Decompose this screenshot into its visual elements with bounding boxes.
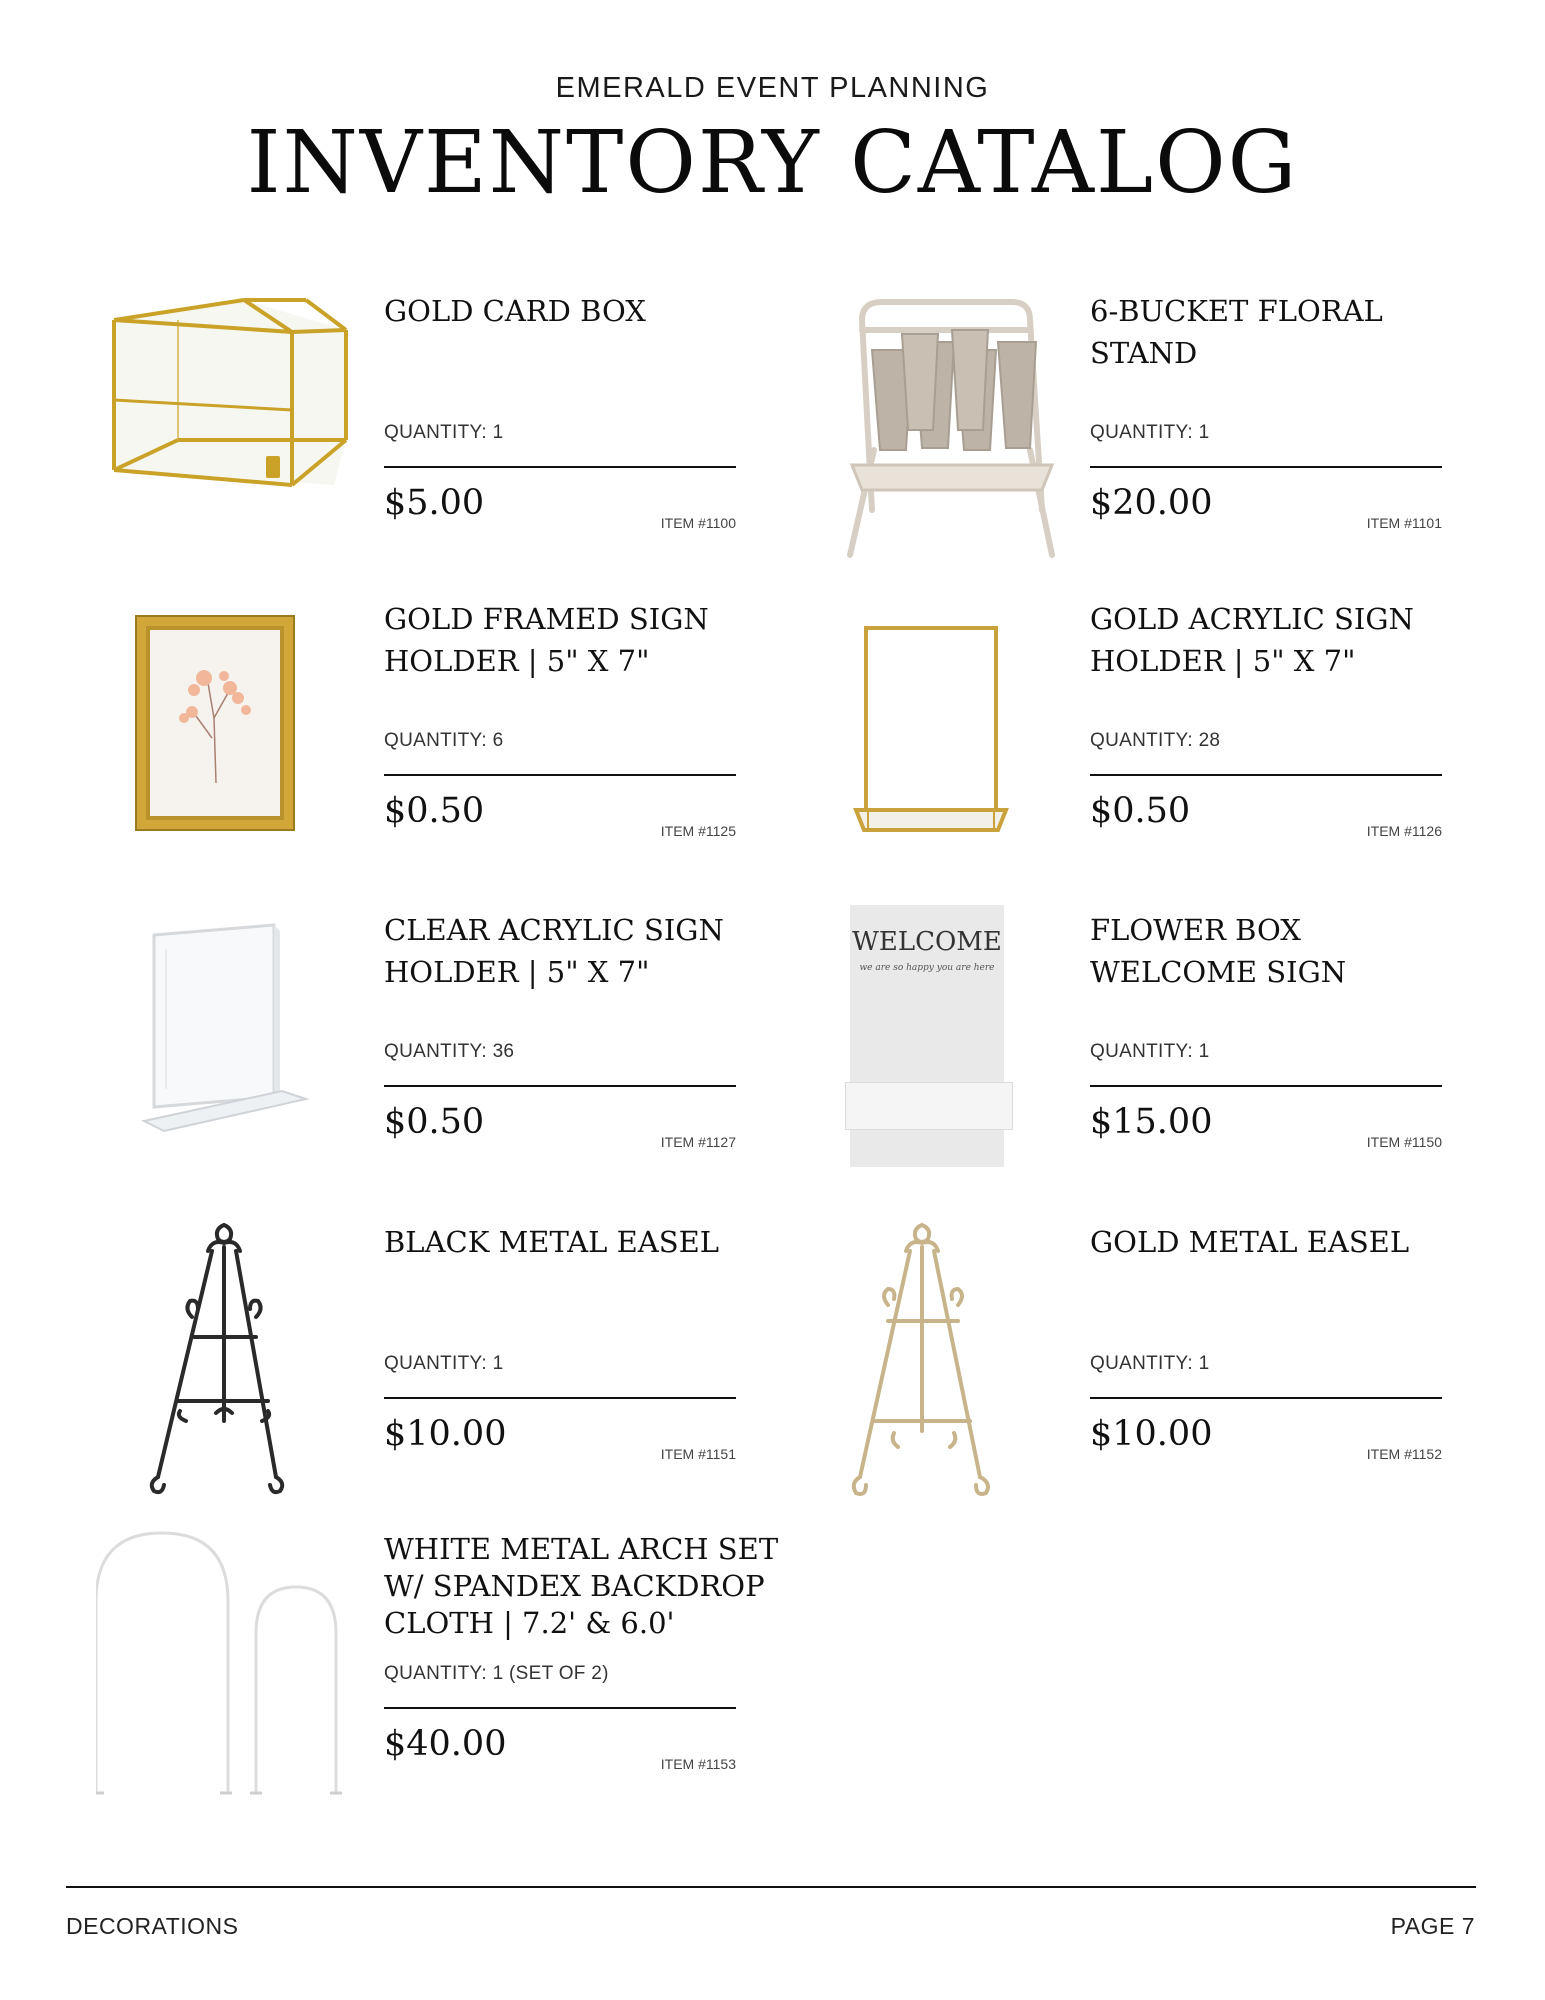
footer-divider xyxy=(66,1886,1476,1888)
item-number: ITEM #1127 xyxy=(660,1134,736,1150)
catalog-item xyxy=(96,909,816,1199)
item-name: FLOWER BOX WELCOME SIGN xyxy=(1090,913,1347,989)
page-title: INVENTORY CATALOG xyxy=(246,113,1299,213)
item-name: GOLD METAL EASEL xyxy=(1090,1225,1410,1259)
item-name: BLACK METAL EASEL xyxy=(384,1225,720,1259)
page-number: PAGE 7 xyxy=(1390,1913,1475,1939)
item-name: GOLD CARD BOX xyxy=(384,294,646,328)
welcome-script: we are so happy you are here xyxy=(859,963,995,973)
brand-name: EMERALD EVENT PLANNING xyxy=(555,72,990,104)
catalog-item xyxy=(96,598,816,888)
item-number: ITEM #1125 xyxy=(660,823,736,839)
catalog-item xyxy=(802,290,1522,580)
item-quantity: QUANTITY: 6 xyxy=(384,730,504,751)
item-number: ITEM #1126 xyxy=(1366,823,1442,839)
catalog-item xyxy=(802,1221,1522,1511)
item-quantity: QUANTITY: 1 xyxy=(1090,1353,1210,1374)
item-number: ITEM #1152 xyxy=(1366,1446,1442,1462)
item-price: $40.00 xyxy=(384,1724,507,1764)
divider xyxy=(1090,1397,1442,1399)
item-price: $0.50 xyxy=(384,1102,485,1142)
item-price: $0.50 xyxy=(1090,791,1191,831)
divider xyxy=(1090,774,1442,776)
item-quantity: QUANTITY: 1 xyxy=(384,1353,504,1374)
welcome-sign-icon xyxy=(802,909,1072,1189)
item-name: GOLD ACRYLIC SIGN HOLDER | 5" X 7" xyxy=(1090,602,1414,678)
item-price: $15.00 xyxy=(1090,1102,1213,1142)
divider xyxy=(384,1707,736,1709)
item-price: $20.00 xyxy=(1090,483,1213,523)
item-price: $10.00 xyxy=(1090,1414,1213,1454)
footer-section: DECORATIONS xyxy=(66,1913,239,1939)
item-number: ITEM #1150 xyxy=(1366,1134,1442,1150)
item-name: 6-BUCKET FLORAL STAND xyxy=(1090,294,1383,370)
item-price: $5.00 xyxy=(384,483,485,523)
divider xyxy=(384,1397,736,1399)
gold-easel-icon xyxy=(802,1221,1072,1501)
item-number: ITEM #1101 xyxy=(1366,515,1442,531)
white-arch-icon xyxy=(96,1531,366,1811)
item-number: ITEM #1151 xyxy=(660,1446,736,1462)
gold-acrylic-holder-icon xyxy=(802,598,1072,878)
clear-acrylic-holder-icon xyxy=(96,909,366,1189)
item-quantity: QUANTITY: 1 xyxy=(1090,422,1210,443)
divider xyxy=(384,466,736,468)
item-quantity: QUANTITY: 1 xyxy=(1090,1041,1210,1062)
catalog-item xyxy=(96,1531,816,1821)
catalog-item xyxy=(96,290,816,580)
item-name: GOLD FRAMED SIGN HOLDER | 5" X 7" xyxy=(384,602,709,678)
divider xyxy=(1090,1085,1442,1087)
gold-card-box-icon xyxy=(96,290,366,570)
item-quantity: QUANTITY: 36 xyxy=(384,1041,515,1062)
black-easel-icon xyxy=(96,1221,366,1501)
item-name: WHITE METAL ARCH SET W/ SPANDEX BACKDROP CLOTH | 7.2' & 6.0' xyxy=(384,1532,779,1640)
item-name: CLEAR ACRYLIC SIGN HOLDER | 5" X 7" xyxy=(384,913,724,989)
item-price: $10.00 xyxy=(384,1414,507,1454)
catalog-item xyxy=(802,598,1522,888)
item-quantity: QUANTITY: 1 (SET OF 2) xyxy=(384,1663,609,1684)
gold-frame-icon xyxy=(96,598,366,878)
welcome-heading: WELCOME xyxy=(852,927,1002,957)
item-number: ITEM #1100 xyxy=(660,515,736,531)
catalog-item xyxy=(96,1221,816,1511)
item-number: ITEM #1153 xyxy=(660,1756,736,1772)
floral-stand-icon xyxy=(802,290,1072,570)
divider xyxy=(384,1085,736,1087)
item-quantity: QUANTITY: 1 xyxy=(384,422,504,443)
item-price: $0.50 xyxy=(384,791,485,831)
item-quantity: QUANTITY: 28 xyxy=(1090,730,1221,751)
divider xyxy=(384,774,736,776)
divider xyxy=(1090,466,1442,468)
catalog-item xyxy=(802,909,1522,1199)
